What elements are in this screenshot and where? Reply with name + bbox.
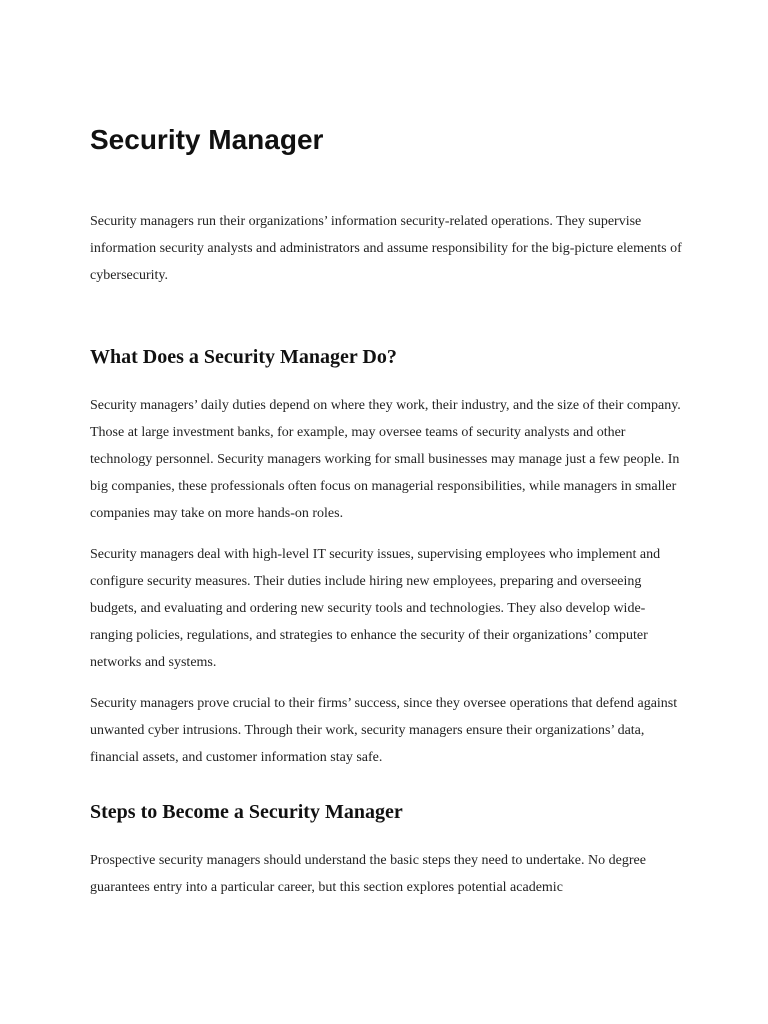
page-title: Security Manager [90,124,324,155]
section-heading-what-does: What Does a Security Manager Do? [90,346,397,368]
paragraph-high-level-issues: Security managers deal with high-level IT security issues, supervising employees who implement and configure security measures. Their duties include hiring new employees, preparing and overseeing budgets, and evaluating and ordering new security tools and technologies. They also develop wide-ranging policies, regulations, and strategies to enhance the security of their organizations’ computer networks and systems. [90,547,661,670]
paragraph-daily-duties: Security managers’ daily duties depend on where they work, their industry, and the size of their company. Those at large investment banks, for example, may oversee teams of security analysts and other technology personnel. Security managers working for small businesses may manage just a few people. In big companies, these professionals often focus on managerial responsibilities, while managers in smaller companies may take on more hands-on roles. [90,398,681,521]
paragraph-crucial-role: Security managers prove crucial to their firms’ success, since they oversee operations that defend against unwanted cyber intrusions. Through their work, security managers ensure their organizations’ data, financial assets, and customer information stay safe. [90,696,678,765]
paragraph-prospective-managers: Prospective security managers should understand the basic steps they need to undertake. No degree guarantees entry into a particular career, but this section explores potential academic [90,853,646,895]
section-heading-steps: Steps to Become a Security Manager [90,801,403,823]
intro-paragraph: Security managers run their organizations’ information security-related operations. They supervise information security analysts and administrators and assume responsibility for the big-picture elements of cybersecurity. [90,214,682,283]
